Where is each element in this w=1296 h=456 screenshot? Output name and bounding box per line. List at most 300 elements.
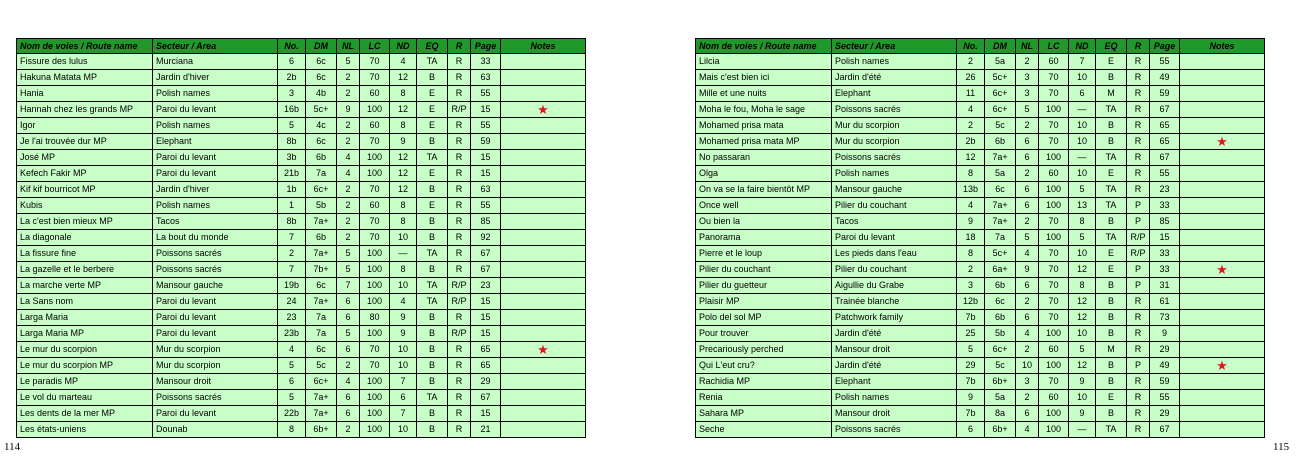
notes-cell [1180, 342, 1265, 358]
cell-route-name: Once well [696, 198, 832, 214]
notes-cell [501, 198, 586, 214]
table-row [696, 118, 1265, 134]
cell-rating-r: R/P [448, 278, 471, 294]
cell-route-name: Polo del sol MP [696, 310, 832, 326]
cell-length-lc: 70 [1039, 310, 1069, 326]
cell-rating-r: P [1127, 278, 1150, 294]
cell-area: Paroi du levant [832, 230, 957, 246]
cell-quickdraws-nd: 5 [1069, 182, 1096, 198]
table-row [696, 374, 1265, 390]
table-row [696, 198, 1265, 214]
cell-length-lc: 100 [360, 246, 390, 262]
cell-grade-dm: 5c [306, 358, 337, 374]
cell-number: 26 [957, 70, 985, 86]
cell-rating-r: R/P [1127, 230, 1150, 246]
table-row [696, 278, 1265, 294]
cell-number: 5 [278, 358, 306, 374]
header-row [17, 39, 586, 54]
notes-cell [501, 278, 586, 294]
column-header-page: Page [1150, 39, 1180, 54]
cell-area: Les pieds dans l'eau [832, 246, 957, 262]
cell-grade-nl: 4 [337, 374, 360, 390]
cell-equipment-eq: E [417, 86, 448, 102]
cell-quickdraws-nd: 8 [1069, 278, 1096, 294]
cell-grade-dm: 6b+ [306, 422, 337, 438]
cell-route-name: Moha le fou, Moha le sage [696, 102, 832, 118]
cell-equipment-eq: E [417, 166, 448, 182]
cell-grade-nl: 4 [1016, 422, 1039, 438]
cell-number: 5 [278, 390, 306, 406]
cell-quickdraws-nd: 7 [390, 406, 417, 422]
cell-area: Poissons sacrés [832, 422, 957, 438]
cell-grade-nl: 6 [1016, 182, 1039, 198]
page-number: 115 [1273, 441, 1290, 453]
cell-page: 63 [471, 182, 501, 198]
cell-quickdraws-nd: 5 [1069, 342, 1096, 358]
cell-length-lc: 70 [1039, 118, 1069, 134]
cell-route-name: Precariously perched [696, 342, 832, 358]
cell-area: Mur du scorpion [153, 358, 278, 374]
cell-number: 3b [278, 150, 306, 166]
cell-length-lc: 60 [360, 118, 390, 134]
cell-number: 4 [957, 198, 985, 214]
cell-area: Jardin d'hiver [153, 182, 278, 198]
cell-route-name: Lilcia [696, 54, 832, 70]
column-header-quickdraws-nd: ND [390, 39, 417, 54]
cell-equipment-eq: B [417, 230, 448, 246]
table-row [696, 182, 1265, 198]
notes-cell [1180, 198, 1265, 214]
cell-grade-dm: 6c [985, 294, 1016, 310]
cell-route-name: Renia [696, 390, 832, 406]
cell-page: 15 [1150, 230, 1180, 246]
cell-number: 8 [957, 246, 985, 262]
cell-area: Paroi du levant [153, 102, 278, 118]
cell-area: Dounab [153, 422, 278, 438]
cell-equipment-eq: B [417, 422, 448, 438]
cell-quickdraws-nd: 10 [1069, 246, 1096, 262]
cell-area: Poissons sacrés [153, 262, 278, 278]
notes-cell [501, 310, 586, 326]
cell-equipment-eq: B [1096, 134, 1127, 150]
cell-grade-nl: 9 [337, 102, 360, 118]
cell-length-lc: 80 [360, 310, 390, 326]
cell-quickdraws-nd: 4 [390, 294, 417, 310]
notes-cell [501, 294, 586, 310]
cell-page: 55 [1150, 54, 1180, 70]
cell-length-lc: 60 [1039, 390, 1069, 406]
cell-rating-r: R/P [448, 294, 471, 310]
cell-quickdraws-nd: 8 [390, 198, 417, 214]
cell-quickdraws-nd: — [1069, 102, 1096, 118]
table-row [17, 86, 586, 102]
cell-grade-nl: 6 [337, 310, 360, 326]
cell-length-lc: 60 [360, 198, 390, 214]
cell-page: 55 [471, 118, 501, 134]
cell-length-lc: 100 [360, 102, 390, 118]
notes-cell: ★ [1180, 262, 1265, 278]
cell-number: 6 [278, 54, 306, 70]
cell-number: 19b [278, 278, 306, 294]
cell-page: 29 [471, 374, 501, 390]
cell-grade-nl: 2 [1016, 166, 1039, 182]
cell-grade-dm: 6c+ [306, 182, 337, 198]
cell-rating-r: R [1127, 118, 1150, 134]
cell-grade-dm: 5c [985, 118, 1016, 134]
cell-page: 15 [471, 294, 501, 310]
cell-number: 21b [278, 166, 306, 182]
table-row [17, 166, 586, 182]
cell-length-lc: 70 [360, 214, 390, 230]
cell-area: Jardin d'été [832, 326, 957, 342]
cell-page: 15 [471, 326, 501, 342]
cell-area: Tacos [153, 214, 278, 230]
cell-route-name: Hakuna Matata MP [17, 70, 153, 86]
notes-cell [501, 358, 586, 374]
cell-number: 5 [957, 342, 985, 358]
table-row [696, 422, 1265, 438]
cell-area: La bout du monde [153, 230, 278, 246]
cell-equipment-eq: B [1096, 358, 1127, 374]
notes-cell [501, 326, 586, 342]
cell-grade-dm: 7a+ [985, 150, 1016, 166]
column-header-grade-dm: DM [306, 39, 337, 54]
cell-route-name: La fissure fine [17, 246, 153, 262]
cell-grade-nl: 5 [1016, 102, 1039, 118]
cell-rating-r: R [448, 150, 471, 166]
cell-rating-r: P [1127, 214, 1150, 230]
column-header-length-lc: LC [1039, 39, 1069, 54]
cell-page: 67 [471, 246, 501, 262]
cell-grade-dm: 6c [306, 54, 337, 70]
column-header-area: Secteur / Area [832, 39, 957, 54]
cell-number: 1 [278, 198, 306, 214]
cell-length-lc: 100 [360, 294, 390, 310]
cell-grade-dm: 6b+ [985, 374, 1016, 390]
cell-rating-r: R [448, 86, 471, 102]
cell-equipment-eq: M [1096, 342, 1127, 358]
cell-grade-dm: 7a+ [306, 246, 337, 262]
table-row [17, 262, 586, 278]
cell-page: 29 [1150, 406, 1180, 422]
cell-quickdraws-nd: 6 [390, 390, 417, 406]
cell-route-name: Pour trouver [696, 326, 832, 342]
cell-route-name: Kefech Fakir MP [17, 166, 153, 182]
cell-number: 8 [278, 422, 306, 438]
cell-grade-nl: 5 [337, 326, 360, 342]
cell-area: Elephant [832, 374, 957, 390]
cell-equipment-eq: TA [1096, 230, 1127, 246]
cell-quickdraws-nd: 12 [1069, 262, 1096, 278]
cell-area: Paroi du levant [153, 406, 278, 422]
cell-equipment-eq: TA [417, 294, 448, 310]
cell-equipment-eq: B [417, 70, 448, 86]
cell-quickdraws-nd: 5 [1069, 230, 1096, 246]
notes-cell [1180, 118, 1265, 134]
cell-area: Murciana [153, 54, 278, 70]
notes-cell [1180, 102, 1265, 118]
cell-page: 33 [1150, 262, 1180, 278]
cell-length-lc: 70 [360, 358, 390, 374]
cell-page: 31 [1150, 278, 1180, 294]
table-row [696, 342, 1265, 358]
cell-area: Mur du scorpion [832, 118, 957, 134]
cell-quickdraws-nd: 10 [1069, 166, 1096, 182]
cell-length-lc: 70 [360, 230, 390, 246]
cell-number: 4 [957, 102, 985, 118]
cell-route-name: Larga Maria [17, 310, 153, 326]
cell-quickdraws-nd: 9 [390, 326, 417, 342]
table-row [17, 294, 586, 310]
cell-rating-r: R [1127, 422, 1150, 438]
cell-page: 85 [1150, 214, 1180, 230]
cell-equipment-eq: B [1096, 406, 1127, 422]
cell-grade-dm: 4c [306, 118, 337, 134]
cell-equipment-eq: E [1096, 166, 1127, 182]
cell-equipment-eq: B [417, 358, 448, 374]
cell-area: Trainée blanche [832, 294, 957, 310]
cell-grade-dm: 6c+ [985, 342, 1016, 358]
notes-cell [501, 374, 586, 390]
cell-number: 2 [957, 54, 985, 70]
cell-grade-nl: 2 [1016, 342, 1039, 358]
cell-rating-r: R [448, 246, 471, 262]
cell-equipment-eq: E [1096, 246, 1127, 262]
cell-grade-nl: 2 [337, 422, 360, 438]
table-row [696, 390, 1265, 406]
cell-rating-r: R [448, 374, 471, 390]
cell-quickdraws-nd: 10 [390, 230, 417, 246]
cell-equipment-eq: TA [1096, 182, 1127, 198]
cell-grade-nl: 6 [337, 294, 360, 310]
notes-cell [1180, 406, 1265, 422]
cell-rating-r: R [448, 214, 471, 230]
notes-cell [1180, 326, 1265, 342]
cell-number: 2 [957, 118, 985, 134]
cell-number: 29 [957, 358, 985, 374]
cell-length-lc: 100 [360, 262, 390, 278]
cell-page: 23 [471, 278, 501, 294]
cell-equipment-eq: B [417, 342, 448, 358]
column-header-length-lc: LC [360, 39, 390, 54]
cell-grade-dm: 5c+ [985, 246, 1016, 262]
cell-rating-r: R [1127, 294, 1150, 310]
cell-number: 2 [957, 262, 985, 278]
cell-quickdraws-nd: 10 [1069, 70, 1096, 86]
cell-grade-nl: 2 [1016, 390, 1039, 406]
cell-page: 67 [1150, 150, 1180, 166]
cell-quickdraws-nd: 10 [390, 422, 417, 438]
cell-grade-dm: 5a [985, 390, 1016, 406]
cell-quickdraws-nd: 12 [390, 102, 417, 118]
cell-length-lc: 100 [360, 406, 390, 422]
cell-page: 65 [471, 342, 501, 358]
cell-rating-r: R [1127, 342, 1150, 358]
notes-cell [501, 86, 586, 102]
cell-page: 61 [1150, 294, 1180, 310]
column-header-page: Page [471, 39, 501, 54]
cell-rating-r: P [1127, 262, 1150, 278]
cell-grade-nl: 4 [1016, 246, 1039, 262]
cell-grade-dm: 6b [306, 230, 337, 246]
table-row [17, 310, 586, 326]
notes-cell [1180, 294, 1265, 310]
cell-grade-dm: 7a+ [306, 214, 337, 230]
column-header-rating-r: R [448, 39, 471, 54]
cell-rating-r: R [448, 262, 471, 278]
cell-length-lc: 100 [360, 374, 390, 390]
cell-quickdraws-nd: 7 [390, 374, 417, 390]
cell-grade-nl: 6 [1016, 406, 1039, 422]
cell-route-name: Pilier du couchant [696, 262, 832, 278]
table-row [696, 246, 1265, 262]
cell-length-lc: 100 [1039, 358, 1069, 374]
cell-area: Patchwork family [832, 310, 957, 326]
cell-length-lc: 100 [1039, 198, 1069, 214]
cell-equipment-eq: TA [417, 54, 448, 70]
cell-length-lc: 100 [360, 278, 390, 294]
cell-quickdraws-nd: 10 [1069, 118, 1096, 134]
cell-equipment-eq: B [1096, 310, 1127, 326]
cell-route-name: Les états-uniens [17, 422, 153, 438]
table-row [17, 182, 586, 198]
cell-quickdraws-nd: 6 [1069, 86, 1096, 102]
cell-area: Poissons sacrés [153, 246, 278, 262]
cell-rating-r: R [448, 230, 471, 246]
cell-grade-dm: 6b [985, 278, 1016, 294]
cell-quickdraws-nd: 12 [1069, 310, 1096, 326]
table-row [17, 70, 586, 86]
cell-number: 8b [278, 214, 306, 230]
cell-page: 67 [471, 262, 501, 278]
cell-route-name: No passaran [696, 150, 832, 166]
cell-page: 15 [471, 310, 501, 326]
cell-equipment-eq: E [417, 198, 448, 214]
cell-grade-dm: 7b+ [306, 262, 337, 278]
cell-grade-dm: 7a [306, 310, 337, 326]
cell-grade-dm: 7a+ [985, 214, 1016, 230]
cell-page: 15 [471, 102, 501, 118]
notes-cell [1180, 214, 1265, 230]
cell-area: Polish names [153, 86, 278, 102]
table-row [696, 358, 1265, 374]
cell-area: Jardin d'été [832, 358, 957, 374]
table-row [696, 326, 1265, 342]
table-row [696, 166, 1265, 182]
cell-rating-r: R [448, 118, 471, 134]
column-header-notes: Notes [501, 39, 586, 54]
table-row [17, 198, 586, 214]
cell-equipment-eq: TA [417, 390, 448, 406]
cell-equipment-eq: E [417, 118, 448, 134]
cell-length-lc: 60 [360, 86, 390, 102]
cell-length-lc: 100 [1039, 102, 1069, 118]
cell-area: Tacos [832, 214, 957, 230]
cell-number: 23 [278, 310, 306, 326]
cell-route-name: Rachidia MP [696, 374, 832, 390]
cell-grade-dm: 5c+ [985, 70, 1016, 86]
cell-route-name: Le paradis MP [17, 374, 153, 390]
cell-grade-dm: 6c+ [985, 86, 1016, 102]
cell-number: 11 [957, 86, 985, 102]
cell-length-lc: 100 [1039, 326, 1069, 342]
cell-route-name: La gazelle et le berbere [17, 262, 153, 278]
cell-grade-dm: 7a+ [985, 198, 1016, 214]
cell-route-name: La Sans nom [17, 294, 153, 310]
cell-length-lc: 70 [1039, 374, 1069, 390]
notes-cell [1180, 374, 1265, 390]
notes-cell [1180, 422, 1265, 438]
cell-length-lc: 60 [1039, 54, 1069, 70]
notes-cell [1180, 246, 1265, 262]
column-header-rating-r: R [1127, 39, 1150, 54]
notes-cell: ★ [1180, 134, 1265, 150]
cell-grade-nl: 5 [1016, 230, 1039, 246]
cell-grade-dm: 6c [306, 70, 337, 86]
cell-area: Mansour droit [832, 406, 957, 422]
cell-number: 2 [278, 246, 306, 262]
table-row [696, 86, 1265, 102]
cell-rating-r: R [1127, 406, 1150, 422]
cell-quickdraws-nd: 10 [1069, 390, 1096, 406]
cell-route-name: Seche [696, 422, 832, 438]
cell-grade-dm: 7a [985, 230, 1016, 246]
cell-area: Paroi du levant [153, 326, 278, 342]
cell-equipment-eq: TA [417, 278, 448, 294]
cell-area: Pilier du couchant [832, 262, 957, 278]
cell-quickdraws-nd: 12 [1069, 358, 1096, 374]
table-row [17, 342, 586, 358]
cell-equipment-eq: M [1096, 86, 1127, 102]
cell-quickdraws-nd: 4 [390, 54, 417, 70]
notes-cell [501, 262, 586, 278]
notes-cell [1180, 278, 1265, 294]
cell-quickdraws-nd: — [1069, 422, 1096, 438]
table-row [17, 278, 586, 294]
table-row [696, 310, 1265, 326]
route-table-right [695, 38, 1265, 438]
cell-page: 15 [471, 406, 501, 422]
cell-grade-nl: 5 [337, 54, 360, 70]
table-row [17, 150, 586, 166]
cell-page: 33 [1150, 198, 1180, 214]
cell-grade-dm: 5c+ [306, 102, 337, 118]
cell-grade-nl: 6 [1016, 310, 1039, 326]
cell-page: 49 [1150, 70, 1180, 86]
cell-rating-r: R [448, 70, 471, 86]
column-header-equipment-eq: EQ [1096, 39, 1127, 54]
cell-page: 65 [1150, 118, 1180, 134]
cell-grade-nl: 2 [337, 214, 360, 230]
cell-area: Poissons sacrés [832, 102, 957, 118]
cell-route-name: Mais c'est bien ici [696, 70, 832, 86]
cell-page: 15 [471, 166, 501, 182]
cell-length-lc: 70 [1039, 278, 1069, 294]
cell-number: 3 [278, 86, 306, 102]
cell-number: 1b [278, 182, 306, 198]
cell-page: 55 [471, 198, 501, 214]
cell-grade-dm: 6a+ [985, 262, 1016, 278]
cell-route-name: Igor [17, 118, 153, 134]
notes-cell [1180, 310, 1265, 326]
cell-grade-nl: 6 [337, 390, 360, 406]
cell-area: Paroi du levant [153, 294, 278, 310]
cell-route-name: Plaisir MP [696, 294, 832, 310]
cell-route-name: Mohamed prisa mata MP [696, 134, 832, 150]
cell-grade-nl: 3 [1016, 374, 1039, 390]
cell-length-lc: 70 [360, 342, 390, 358]
cell-grade-dm: 6c+ [306, 374, 337, 390]
